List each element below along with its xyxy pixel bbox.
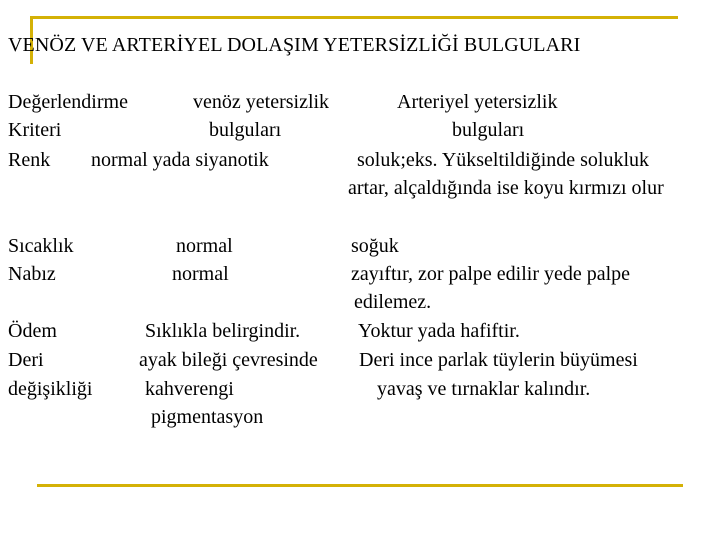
edema-label: Ödem [8, 320, 57, 342]
skin-venous-line3: pigmentasyon [151, 406, 264, 428]
criteria-header-line1: Değerlendirme [8, 91, 128, 113]
venous-header-line2: bulguları [209, 119, 282, 141]
color-venous: normal yada siyanotik [91, 149, 269, 171]
edema-venous: Sıklıkla belirgindir. [145, 320, 301, 342]
temperature-venous: normal [176, 235, 233, 257]
arterial-header-line1: Arteriyel yetersizlik [397, 91, 558, 113]
pulse-label: Nabız [8, 263, 56, 285]
arterial-header-line2: bulguları [452, 119, 525, 141]
top-rule [30, 16, 678, 19]
slide-title: VENÖZ VE ARTERİYEL DOLAŞIM YETERSİZLİĞİ BULGULARI [8, 34, 581, 56]
skin-venous-line1: ayak bileği çevresinde [139, 349, 318, 371]
temperature-arterial: soğuk [351, 235, 399, 257]
color-arterial-line1: soluk;eks. Yükseltildiğinde solukluk [357, 149, 650, 171]
color-label: Renk [8, 149, 51, 171]
bottom-rule [37, 484, 683, 487]
skin-label-line2: değişikliği [8, 378, 93, 400]
skin-arterial-line2: yavaş ve tırnaklar kalındır. [377, 378, 591, 400]
pulse-arterial-line1: zayıftır, zor palpe edilir yede palpe [351, 263, 631, 285]
criteria-header-line2: Kriteri [8, 119, 62, 141]
skin-venous-line2: kahverengi [145, 378, 234, 400]
venous-header-line1: venöz yetersizlik [193, 91, 330, 113]
skin-label-line1: Deri [8, 349, 44, 371]
temperature-label: Sıcaklık [8, 235, 74, 257]
skin-arterial-line1: Deri ince parlak tüylerin büyümesi [359, 349, 638, 371]
pulse-arterial-line2: edilemez. [354, 291, 432, 313]
edema-arterial: Yoktur yada hafiftir. [358, 320, 520, 342]
pulse-venous: normal [172, 263, 229, 285]
color-arterial-line2: artar, alçaldığında ise koyu kırmızı olur [348, 177, 664, 199]
